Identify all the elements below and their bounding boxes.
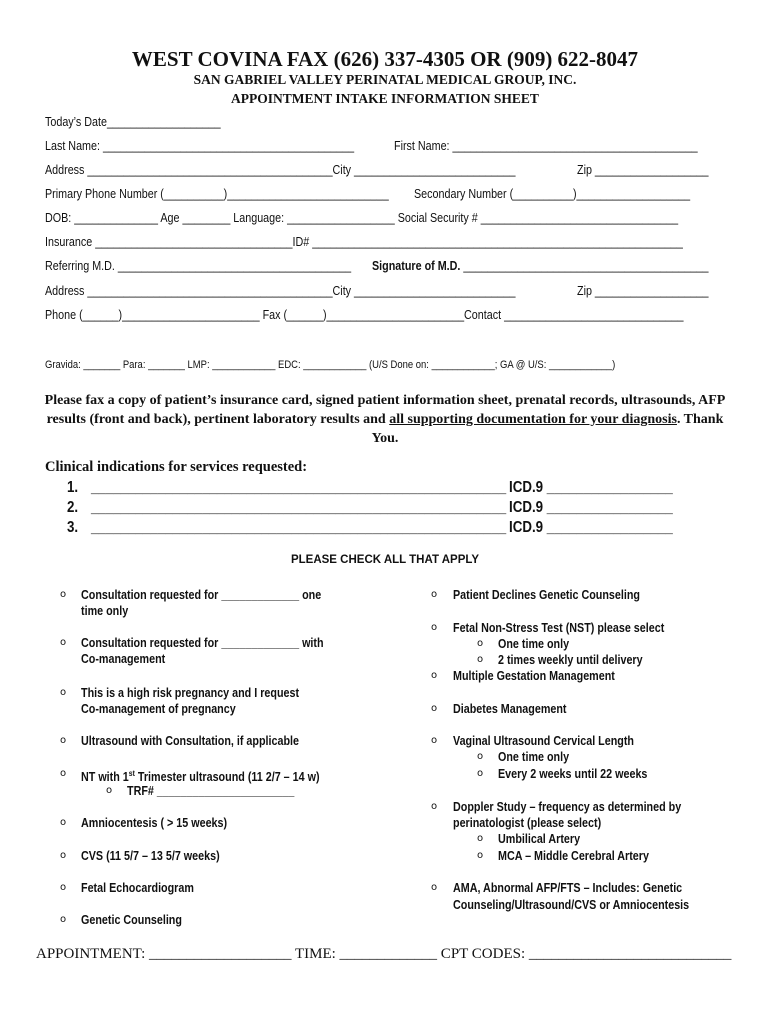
checkbox-nt-first-trimester[interactable]: o	[60, 768, 67, 779]
fax-instructions	[35, 391, 735, 448]
nst-one-time-label: One time only	[498, 637, 570, 651]
indication-number: 1.	[67, 479, 79, 496]
address-field[interactable]: Address _________________________________________City ___________________________	[45, 163, 516, 177]
consultation-co-management-label: Consultation requested for _____________ with	[81, 636, 324, 650]
checkbox-umbilical-artery[interactable]: o	[477, 833, 484, 844]
insurance-id-line[interactable]: Insurance _________________________________ID# ______________________________________________________________	[45, 235, 683, 249]
checkbox-nst-twice-weekly[interactable]: o	[477, 654, 484, 665]
zip-field[interactable]: Zip ___________________	[577, 163, 709, 177]
fax-instructions-thanks: . Thank You.	[371, 412, 724, 446]
primary-phone-field[interactable]: Primary Phone Number (__________)___________________________	[45, 187, 389, 201]
cervical-every-2-weeks-label: Every 2 weeks until 22 weeks	[498, 767, 648, 781]
dob-age-language-ssn-line[interactable]: DOB: ______________ Age ________ Language: __________________ Social Security # _________________________________	[45, 211, 679, 225]
nst-twice-weekly-label: 2 times weekly until delivery	[498, 653, 643, 667]
fetal-echocardiogram-label: Fetal Echocardiogram	[81, 881, 194, 895]
referring-md-field[interactable]: Referring M.D. _______________________________________	[45, 259, 352, 273]
high-risk-label: This is a high risk pregnancy and I request	[81, 686, 300, 700]
referring-address-field[interactable]: Address _________________________________________City ___________________________	[45, 284, 516, 298]
amniocentesis-label: Amniocentesis ( > 15 weeks)	[81, 816, 228, 830]
consultation-co-management-label-cont: Co-management	[81, 652, 166, 666]
form-name: APPOINTMENT INTAKE INFORMATION SHEET	[231, 91, 539, 106]
ama-abnormal-afp-label: AMA, Abnormal AFP/FTS – Includes: Genetic	[453, 881, 683, 895]
checkbox-trf[interactable]: o	[106, 785, 113, 796]
multiple-gestation-label: Multiple Gestation Management	[453, 669, 615, 683]
secondary-number-field[interactable]: Secondary Number (__________)___________________	[414, 187, 691, 201]
checkbox-nst[interactable]: o	[431, 622, 438, 633]
checkbox-ama-abnormal-afp[interactable]: o	[431, 882, 438, 893]
checkbox-high-risk[interactable]: o	[60, 687, 67, 698]
signature-md-line[interactable]: _________________________________________	[460, 259, 709, 273]
checkbox-doppler-study[interactable]: o	[431, 801, 438, 812]
icd9-field[interactable]: ICD.9 _________________	[509, 519, 673, 536]
ama-abnormal-afp-label-cont: Counseling/Ultrasound/CVS or Amniocentesis	[453, 898, 690, 912]
organization-name: SAN GABRIEL VALLEY PERINATAL MEDICAL GROUP, INC.	[193, 72, 577, 87]
indication-line[interactable]: ________________________________________________________	[91, 479, 507, 496]
checkbox-cervical-every-2-weeks[interactable]: o	[477, 768, 484, 779]
checkbox-fetal-echocardiogram[interactable]: o	[60, 882, 67, 893]
form-title: WEST COVINA FAX (626) 337-4305 OR (909) 622-8047	[131, 47, 639, 71]
phone-fax-contact-line[interactable]: Phone (______)_______________________ Fax (______)_______________________Contact ______________________________	[45, 308, 684, 322]
checkbox-cervical-one-time[interactable]: o	[477, 751, 484, 762]
signature-md-field[interactable]	[372, 259, 709, 273]
cervical-length-label: Vaginal Ultrasound Cervical Length	[453, 734, 635, 748]
checkbox-ultrasound-consultation[interactable]: o	[60, 735, 67, 746]
fax-instructions-text: Please fax a copy of patient’s insurance card, signed patient information sheet, prenatal records, ultrasounds, AFP results (front and back), pertinent laboratory results and	[44, 393, 726, 427]
checkbox-nst-one-time[interactable]: o	[477, 638, 484, 649]
high-risk-label-cont: Co-management of pregnancy	[81, 702, 236, 716]
checkbox-consultation-one-time[interactable]: o	[60, 589, 67, 600]
appointment-time-cpt-line[interactable]: APPOINTMENT: ___________________ TIME: _____________ CPT CODES: ___________________________	[36, 946, 732, 962]
signature-md-label: Signature of M.D.	[372, 259, 461, 273]
obstetric-history-line[interactable]: Gravida: _______ Para: _______ LMP: ____________ EDC: ____________ (U/S Done on: ____________; GA @ U/S: ____________)	[45, 359, 616, 371]
checkbox-mca[interactable]: o	[477, 850, 484, 861]
fax-instructions-underlined: all supporting documentation for your diagnosis	[389, 412, 677, 427]
genetic-counseling-label: Genetic Counseling	[81, 913, 182, 927]
checkbox-diabetes-management[interactable]: o	[431, 703, 438, 714]
referring-zip-field[interactable]: Zip ___________________	[577, 284, 709, 298]
ultrasound-consultation-label: Ultrasound with Consultation, if applicable	[81, 734, 299, 748]
checkbox-amniocentesis[interactable]: o	[60, 817, 67, 828]
doppler-study-label: Doppler Study – frequency as determined by	[453, 800, 682, 814]
check-all-heading: PLEASE CHECK ALL THAT APPLY	[290, 554, 480, 566]
checkbox-cervical-length[interactable]: o	[431, 735, 438, 746]
nst-label: Fetal Non-Stress Test (NST) please select	[453, 621, 665, 635]
checkbox-declines-genetic-counseling[interactable]: o	[431, 589, 438, 600]
nt-label-end: Trimester ultrasound (11 2/7 – 14 w)	[134, 770, 320, 785]
indication-number: 2.	[67, 499, 79, 516]
umbilical-artery-label: Umbilical Artery	[498, 832, 581, 846]
mca-label: MCA – Middle Cerebral Artery	[498, 849, 649, 863]
nt-label-start: NT with 1	[81, 770, 129, 785]
first-name-field[interactable]: First Name: _________________________________________	[394, 139, 698, 153]
cervical-one-time-label: One time only	[498, 750, 570, 764]
checkbox-consultation-co-management[interactable]: o	[60, 637, 67, 648]
checkbox-cvs[interactable]: o	[60, 850, 67, 861]
consultation-one-time-label-cont: time only	[81, 604, 129, 618]
diabetes-management-label: Diabetes Management	[453, 702, 567, 716]
indication-line[interactable]: ________________________________________________________	[91, 519, 507, 536]
trf-field[interactable]: TRF# _______________________	[127, 784, 295, 798]
checkbox-genetic-counseling[interactable]: o	[60, 914, 67, 925]
indication-line[interactable]: ________________________________________________________	[91, 499, 507, 516]
checkbox-multiple-gestation[interactable]: o	[431, 670, 438, 681]
nt-label-sup: st	[128, 769, 135, 778]
icd9-field[interactable]: ICD.9 _________________	[509, 499, 673, 516]
doppler-study-label-cont: perinatologist (please select)	[453, 816, 602, 830]
clinical-indications-heading: Clinical indications for services requested:	[45, 459, 308, 475]
cvs-label: CVS (11 5/7 – 13 5/7 weeks)	[81, 849, 220, 863]
declines-genetic-counseling-label: Patient Declines Genetic Counseling	[453, 588, 640, 602]
icd9-field[interactable]: ICD.9 _________________	[509, 479, 673, 496]
consultation-one-time-label: Consultation requested for _____________ one	[81, 588, 322, 602]
indication-number: 3.	[67, 519, 79, 536]
last-name-field[interactable]: Last Name: __________________________________________	[45, 139, 355, 153]
todays-date-field[interactable]: Today’s Date___________________	[45, 115, 221, 129]
